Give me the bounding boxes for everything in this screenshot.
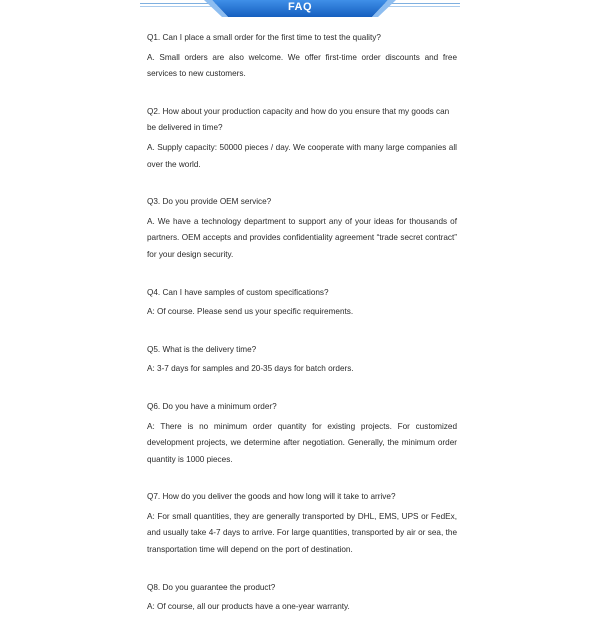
faq-answer-2: A. Supply capacity: 50000 pieces / day. We cooperate with many large companies all over the world. — [147, 142, 457, 169]
faq-question-8: Q8. Do you guarantee the product? — [147, 582, 276, 592]
faq-question-5: Q5. What is the delivery time? — [147, 344, 257, 354]
faq-list — [147, 30, 457, 637]
faq-answer-4: A: Of course. Please send us your specific requirements. — [147, 307, 354, 317]
faq-answer-6: A: There is no minimum order quantity for existing projects. For customized development projects, we determine after negotiation. Generally, the minimum order quantity is 1000 pieces. — [147, 421, 457, 464]
faq-item-5 — [147, 342, 457, 378]
faq-question-6: Q6. Do you have a minimum order? — [147, 401, 277, 411]
faq-question-2: Q2. How about your production capacity and how do you ensure that my goods can be delivered in time? — [147, 106, 450, 133]
faq-answer-5: A: 3-7 days for samples and 20-35 days for batch orders. — [147, 364, 354, 374]
faq-item-3 — [147, 194, 457, 263]
faq-answer-3: A. We have a technology department to support any of your ideas for thousands of partners. OEM accepts and provides confidentiality agreement “trade secret contract” for your design security. — [147, 216, 457, 259]
faq-answer-7: A: For small quantities, they are generally transported by DHL, EMS, UPS or FedEx, and usually take 4-7 days to arrive. For large quantities, transported by air or sea, the transportation time will depend on the port of destination. — [147, 511, 457, 555]
faq-answer-8: A: Of course, all our products have a one-year warranty. — [147, 602, 350, 612]
faq-question-1: Q1. Can I place a small order for the first time to test the quality? — [147, 33, 381, 42]
faq-header — [0, 0, 600, 22]
faq-question-7: Q7. How do you deliver the goods and how long will it take to arrive? — [147, 492, 396, 502]
faq-item-8 — [147, 580, 457, 616]
faq-item-7 — [147, 489, 457, 558]
faq-question-3: Q3. Do you provide OEM service? — [147, 197, 272, 207]
faq-item-1 — [147, 30, 457, 83]
page-title: FAQ — [287, 1, 313, 13]
faq-item-2 — [147, 104, 457, 173]
faq-item-6 — [147, 399, 457, 468]
faq-item-4 — [147, 285, 457, 321]
faq-answer-1: A. Small orders are also welcome. We offer first-time order discounts and free services to new customers. — [147, 52, 457, 79]
faq-question-4: Q4. Can I have samples of custom specifications? — [147, 287, 329, 297]
